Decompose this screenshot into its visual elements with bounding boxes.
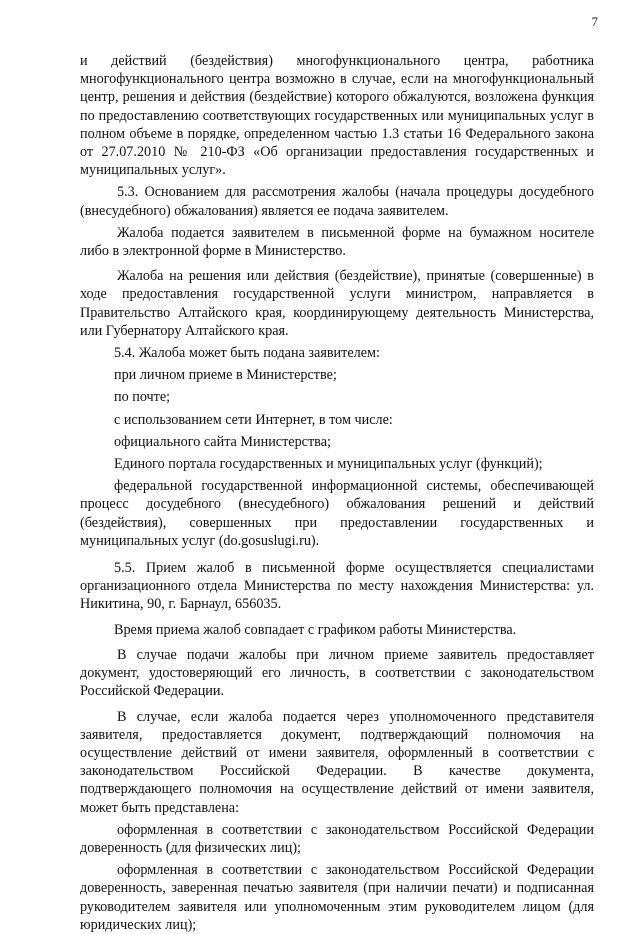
document-body [80,52,594,934]
paragraph-complaint-form: Жалоба подается заявителем в письменной форме на бумажном носителе либо в электронной форме в Министерство. [80,224,594,260]
paragraph-5-3: 5.3. Основанием для рассмотрения жалобы (начала процедуры досудебного (внесудебного) обжалования) является ее подача заявителем. [80,184,594,219]
paragraph-complaint-minister: Жалоба на решения или действия (бездействие), принятые (совершенные) в ходе предоставления государственной услуги министром, направляется в Правительство Алтайского края, координирующему деятельность Министерства, или Губернатору Алтайского края. [80,268,594,339]
paragraph-5-5: 5.5. Прием жалоб в письменной форме осуществляется специалистами организационного отдела Министерства по месту нахождения Министерства: ул. Никитина, 90, г. Барнаул, 656035. [80,560,594,613]
list-item-internet: с использованием сети Интернет, в том числе: [114,411,393,428]
list-item-individual-power-of-attorney: оформленная в соответствии с законодательством Российской Федерации доверенность (для физических лиц); [80,821,594,856]
list-item-unified-portal: Единого портала государственных и муниципальных услуг (функций); [114,456,543,473]
paragraph-complaint-mfc: и действий (бездействия) многофункционального центра, работника многофункционального центра возможно в случае, если на многофункциональный центр, решения и действия (бездействие) которого обжалуются, возложена функция по предоставлению соответствующих государственных или муниципальных услуг в полном объеме в порядке, определенном частью 1.3 статьи 16 Федерального закона от 27.07.2010 № 210-ФЗ «Об организации предоставления государственных и муниципальных услуг». [80,53,594,179]
list-item-legal-entity-power-of-attorney: оформленная в соответствии с законодательством Российской Федерации доверенность, заверенная печатью заявителя (при наличии печати) и подписанная руководителем заявителя или уполномоченным этим руководителем лицом (для юридических лиц); [80,862,594,933]
list-item-personal-reception: при личном приеме в Министерстве; [114,367,337,384]
paragraph-personal-document: В случае подачи жалобы при личном приеме заявитель предоставляет документ, удостоверяющий его личность, в соответствии с законодательством Российской Федерации. [80,646,594,700]
paragraph-reception-time: Время приема жалоб совпадает с графиком работы Министерства. [114,621,517,638]
paragraph-representative: В случае, если жалоба подается через уполномоченного представителя заявителя, предоставляется документ, подтверждающий полномочия на осуществление действий от имени заявителя, оформленный в соответствии с законодательством Российской Федерации. В качестве документа, подтверждающего полномочия на осуществление действий от имени заявителя, может быть представлена: [80,708,594,816]
list-item-official-site: официального сайта Министерства; [114,433,331,450]
paragraph-5-4: 5.4. Жалоба может быть подана заявителем: [114,345,380,362]
page-number: 7 [591,14,598,29]
list-item-mail: по почте; [114,389,171,406]
list-item-federal-system: федеральной государственной информационной системы, обеспечивающей процесс досудебного (внесудебного) обжалования решений и действий (бездействия), совершенных при предоставлении государственных и муниципальных услуг (do.gosuslugi.ru). [80,478,594,549]
